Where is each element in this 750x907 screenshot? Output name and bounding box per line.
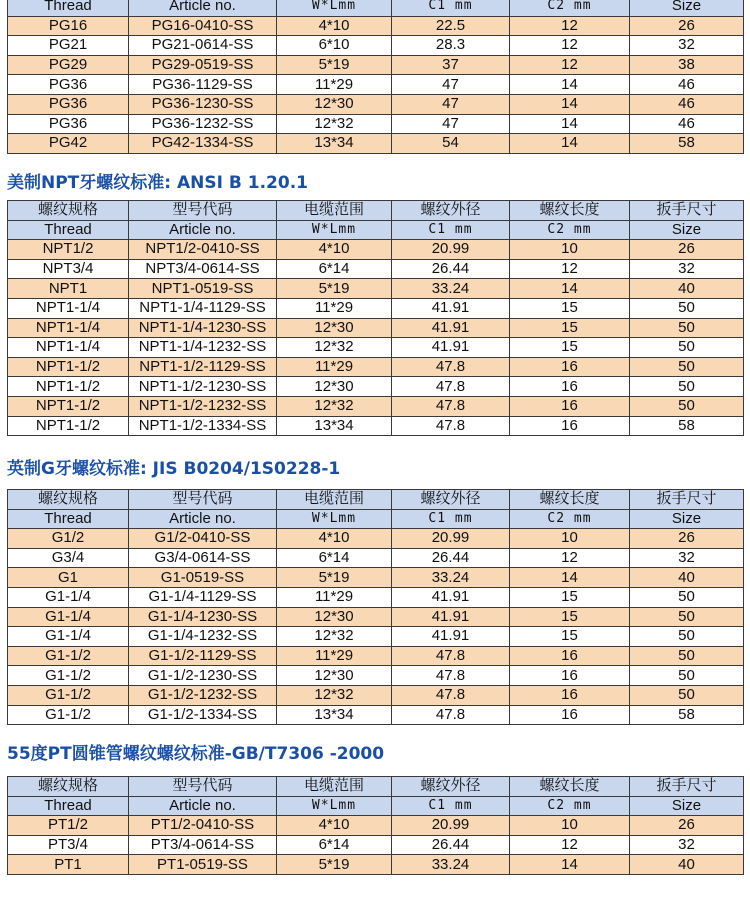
table-cell: Thread [8, 509, 129, 529]
table-cell: Article no. [129, 0, 277, 16]
table-cell: 6*14 [277, 835, 392, 855]
table-cell: PG16 [8, 16, 129, 36]
table-cell: 58 [630, 705, 744, 725]
table-cell: PT1/2-0410-SS [129, 816, 277, 836]
table-cell: 12*30 [277, 607, 392, 627]
table-cell: 32 [630, 548, 744, 568]
table-cell: 46 [630, 75, 744, 95]
table-cell: 10 [510, 529, 630, 549]
table-row [8, 548, 744, 568]
table-cell: 16 [510, 357, 630, 377]
table-cell: C2 mm [510, 509, 630, 529]
table-cell: 15 [510, 607, 630, 627]
table-cell: PG36-1129-SS [129, 75, 277, 95]
table-cell: NPT1-1/2-1334-SS [129, 416, 277, 436]
table-cell: 12 [510, 259, 630, 279]
table-row [8, 607, 744, 627]
table-row [8, 416, 744, 436]
table-cell: 13*34 [277, 134, 392, 154]
table-cell: Thread [8, 796, 129, 816]
table-cell: Article no. [129, 796, 277, 816]
table-cell: 22.5 [392, 16, 510, 36]
table-cell: C1 mm [392, 220, 510, 240]
table-cell: 12*32 [277, 396, 392, 416]
table-row [8, 835, 744, 855]
table-cell: W*Lmm [277, 509, 392, 529]
table-cell: NPT1-1/2-1232-SS [129, 396, 277, 416]
table-cell: 5*19 [277, 279, 392, 299]
table-cell: Size [630, 796, 744, 816]
table-cell: 50 [630, 318, 744, 338]
table-cell: 螺纹外径 [392, 201, 510, 221]
header-row-english [8, 0, 744, 16]
table-cell: G1-1/2 [8, 646, 129, 666]
table-cell: NPT1-1/4 [8, 338, 129, 358]
table-cell: 5*19 [277, 55, 392, 75]
table-cell: 螺纹规格 [8, 490, 129, 510]
table-cell: G1-1/4-1232-SS [129, 627, 277, 647]
table-cell: 10 [510, 240, 630, 260]
table-cell: G1 [8, 568, 129, 588]
table-cell: NPT1-1/2-1129-SS [129, 357, 277, 377]
table-cell: 12 [510, 835, 630, 855]
table-cell: 16 [510, 666, 630, 686]
table-row [8, 816, 744, 836]
table-cell: C2 mm [510, 0, 630, 16]
table-cell: G1-1/2 [8, 685, 129, 705]
table-cell: G1-1/4 [8, 607, 129, 627]
table-cell: 26.44 [392, 548, 510, 568]
table-cell: 50 [630, 587, 744, 607]
table-cell: Thread [8, 0, 129, 16]
table-cell: 16 [510, 377, 630, 397]
table-cell: 11*29 [277, 646, 392, 666]
table-cell: PG42-1334-SS [129, 134, 277, 154]
table-cell: 4*10 [277, 816, 392, 836]
table-cell: 电缆范围 [277, 201, 392, 221]
table-cell: 6*10 [277, 36, 392, 56]
table-cell: 41.91 [392, 587, 510, 607]
table-cell: 12*32 [277, 114, 392, 134]
table-cell: 50 [630, 338, 744, 358]
table-cell: W*Lmm [277, 0, 392, 16]
table-cell: 12 [510, 55, 630, 75]
g-section-title: 英制G牙螺纹标准: JIS B0204/1S0228-1 [7, 459, 341, 479]
table-cell: 扳手尺寸 [630, 201, 744, 221]
table-cell: PG21-0614-SS [129, 36, 277, 56]
table-cell: 47.8 [392, 646, 510, 666]
table-cell: 14 [510, 134, 630, 154]
table-cell: PT1-0519-SS [129, 855, 277, 875]
table-cell: 40 [630, 279, 744, 299]
table-cell: 12 [510, 16, 630, 36]
table-cell: NPT1-1/2 [8, 377, 129, 397]
table-cell: 16 [510, 416, 630, 436]
table-cell: 47.8 [392, 685, 510, 705]
table-cell: 型号代码 [129, 777, 277, 797]
table-cell: 螺纹规格 [8, 201, 129, 221]
npt-thread-table [7, 200, 744, 436]
table-cell: 12*30 [277, 377, 392, 397]
table-row [8, 587, 744, 607]
table-cell: 12*30 [277, 666, 392, 686]
table-cell: 47 [392, 75, 510, 95]
table-cell: 10 [510, 816, 630, 836]
table-cell: NPT3/4 [8, 259, 129, 279]
table-cell: 32 [630, 36, 744, 56]
table-cell: C2 mm [510, 220, 630, 240]
table-cell: 13*34 [277, 705, 392, 725]
table-cell: 50 [630, 666, 744, 686]
table-cell: 14 [510, 279, 630, 299]
table-cell: 33.24 [392, 279, 510, 299]
table-cell: G1-0519-SS [129, 568, 277, 588]
table-cell: 16 [510, 685, 630, 705]
table-cell: G1-1/4-1230-SS [129, 607, 277, 627]
table-cell: 50 [630, 607, 744, 627]
table-cell: NPT1-1/2-1230-SS [129, 377, 277, 397]
table-cell: Size [630, 220, 744, 240]
table-cell: G3/4-0614-SS [129, 548, 277, 568]
table-cell: 47.8 [392, 357, 510, 377]
table-cell: W*Lmm [277, 796, 392, 816]
table-cell: 12*30 [277, 318, 392, 338]
table-row [8, 36, 744, 56]
table-cell: 26 [630, 16, 744, 36]
table-cell: 33.24 [392, 568, 510, 588]
table-cell: NPT1-1/2 [8, 416, 129, 436]
pt-thread-table [7, 776, 744, 875]
header-row-chinese [8, 777, 744, 797]
table-cell: 螺纹长度 [510, 490, 630, 510]
table-cell: 电缆范围 [277, 777, 392, 797]
table-cell: 4*10 [277, 16, 392, 36]
table-row [8, 318, 744, 338]
table-cell: NPT1-1/2 [8, 396, 129, 416]
table-cell: C1 mm [392, 0, 510, 16]
table-cell: PG16-0410-SS [129, 16, 277, 36]
table-cell: 13*34 [277, 416, 392, 436]
table-row [8, 685, 744, 705]
table-cell: NPT1-1/4-1232-SS [129, 338, 277, 358]
table-cell: 4*10 [277, 240, 392, 260]
table-cell: 12*30 [277, 94, 392, 114]
table-cell: Size [630, 509, 744, 529]
table-cell: 6*14 [277, 548, 392, 568]
table-cell: 41.91 [392, 627, 510, 647]
table-cell: 螺纹长度 [510, 777, 630, 797]
table-cell: 47.8 [392, 666, 510, 686]
table-row [8, 646, 744, 666]
table-cell: 47.8 [392, 396, 510, 416]
table-cell: G1-1/2-1230-SS [129, 666, 277, 686]
table-cell: 15 [510, 587, 630, 607]
table-cell: 12*32 [277, 685, 392, 705]
table-cell: W*Lmm [277, 220, 392, 240]
table-cell: 螺纹外径 [392, 490, 510, 510]
table-row [8, 114, 744, 134]
table-cell: 26.44 [392, 259, 510, 279]
table-cell: 14 [510, 114, 630, 134]
table-cell: 15 [510, 627, 630, 647]
table-row [8, 396, 744, 416]
table-cell: 6*14 [277, 259, 392, 279]
table-cell: G1-1/4 [8, 587, 129, 607]
table-cell: 50 [630, 396, 744, 416]
table-cell: 扳手尺寸 [630, 490, 744, 510]
header-row-chinese [8, 201, 744, 221]
table-cell: 15 [510, 338, 630, 358]
table-cell: G1-1/2-1232-SS [129, 685, 277, 705]
table-cell: 26 [630, 816, 744, 836]
table-cell: G1-1/4-1129-SS [129, 587, 277, 607]
table-cell: 33.24 [392, 855, 510, 875]
table-cell: 50 [630, 627, 744, 647]
table-row [8, 55, 744, 75]
table-cell: NPT1-1/4 [8, 318, 129, 338]
table-row [8, 705, 744, 725]
table-cell: 32 [630, 259, 744, 279]
table-cell: NPT1-1/4-1129-SS [129, 298, 277, 318]
table-cell: C2 mm [510, 796, 630, 816]
table-cell: 15 [510, 318, 630, 338]
table-cell: PG36 [8, 114, 129, 134]
table-cell: 58 [630, 416, 744, 436]
table-cell: NPT1 [8, 279, 129, 299]
table-cell: 32 [630, 835, 744, 855]
table-row [8, 666, 744, 686]
npt-section-title: 美制NPT牙螺纹标准: ANSI B 1.20.1 [7, 173, 308, 193]
table-cell: NPT1/2 [8, 240, 129, 260]
table-cell: 16 [510, 396, 630, 416]
table-row [8, 279, 744, 299]
table-cell: NPT3/4-0614-SS [129, 259, 277, 279]
table-cell: 58 [630, 134, 744, 154]
table-cell: G1/2-0410-SS [129, 529, 277, 549]
table-cell: 41.91 [392, 338, 510, 358]
table-cell: NPT1-1/4-1230-SS [129, 318, 277, 338]
g-thread-table [7, 489, 744, 725]
table-cell: 14 [510, 94, 630, 114]
header-row-english [8, 220, 744, 240]
table-cell: 47.8 [392, 377, 510, 397]
table-cell: 50 [630, 646, 744, 666]
table-cell: 螺纹长度 [510, 201, 630, 221]
table-cell: 12 [510, 36, 630, 56]
pt-section-title: 55度PT圆锥管螺纹螺纹标准-GB/T7306 -2000 [7, 744, 385, 764]
table-cell: 47 [392, 94, 510, 114]
table-cell: 型号代码 [129, 201, 277, 221]
table-cell: PG21 [8, 36, 129, 56]
table-row [8, 568, 744, 588]
table-cell: 26 [630, 529, 744, 549]
table-row [8, 259, 744, 279]
table-cell: PG36 [8, 94, 129, 114]
table-cell: C1 mm [392, 796, 510, 816]
table-cell: 40 [630, 568, 744, 588]
table-cell: 41.91 [392, 298, 510, 318]
table-cell: PT1 [8, 855, 129, 875]
table-cell: PG29 [8, 55, 129, 75]
table-cell: 47.8 [392, 705, 510, 725]
table-cell: G1/2 [8, 529, 129, 549]
table-cell: 41.91 [392, 607, 510, 627]
pg-thread-table [7, 0, 744, 154]
table-cell: 型号代码 [129, 490, 277, 510]
table-cell: 50 [630, 298, 744, 318]
table-row [8, 855, 744, 875]
table-cell: PG36-1232-SS [129, 114, 277, 134]
table-cell: 41.91 [392, 318, 510, 338]
table-cell: PG29-0519-SS [129, 55, 277, 75]
table-cell: NPT1-0519-SS [129, 279, 277, 299]
table-cell: 50 [630, 377, 744, 397]
table-cell: 20.99 [392, 816, 510, 836]
table-cell: PT3/4 [8, 835, 129, 855]
table-cell: 37 [392, 55, 510, 75]
table-cell: NPT1-1/4 [8, 298, 129, 318]
table-cell: 28.3 [392, 36, 510, 56]
table-cell: NPT1-1/2 [8, 357, 129, 377]
table-cell: G1-1/2-1129-SS [129, 646, 277, 666]
table-cell: 扳手尺寸 [630, 777, 744, 797]
table-cell: 50 [630, 685, 744, 705]
table-cell: 14 [510, 568, 630, 588]
table-row [8, 240, 744, 260]
table-cell: 12*32 [277, 338, 392, 358]
table-cell: PG36 [8, 75, 129, 95]
table-cell: 54 [392, 134, 510, 154]
table-cell: G1-1/2-1334-SS [129, 705, 277, 725]
table-cell: 14 [510, 75, 630, 95]
table-row [8, 357, 744, 377]
table-cell: G1-1/2 [8, 705, 129, 725]
table-cell: 11*29 [277, 587, 392, 607]
table-cell: G1-1/2 [8, 666, 129, 686]
table-cell: G3/4 [8, 548, 129, 568]
table-row [8, 75, 744, 95]
table-cell: 16 [510, 705, 630, 725]
table-cell: 16 [510, 646, 630, 666]
table-cell: 20.99 [392, 529, 510, 549]
table-row [8, 94, 744, 114]
header-row-chinese [8, 490, 744, 510]
table-cell: Size [630, 0, 744, 16]
table-cell: 26 [630, 240, 744, 260]
table-cell: 40 [630, 855, 744, 875]
table-cell: NPT1/2-0410-SS [129, 240, 277, 260]
table-cell: 14 [510, 855, 630, 875]
header-row-english [8, 796, 744, 816]
table-row [8, 377, 744, 397]
table-cell: 螺纹外径 [392, 777, 510, 797]
table-cell: Article no. [129, 509, 277, 529]
table-cell: 46 [630, 114, 744, 134]
table-cell: PT3/4-0614-SS [129, 835, 277, 855]
table-cell: 38 [630, 55, 744, 75]
table-row [8, 134, 744, 154]
table-row [8, 338, 744, 358]
table-cell: PT1/2 [8, 816, 129, 836]
table-cell: 50 [630, 357, 744, 377]
table-cell: 4*10 [277, 529, 392, 549]
table-cell: 螺纹规格 [8, 777, 129, 797]
table-cell: G1-1/4 [8, 627, 129, 647]
table-cell: 11*29 [277, 298, 392, 318]
table-row [8, 627, 744, 647]
table-cell: 5*19 [277, 568, 392, 588]
table-cell: 11*29 [277, 357, 392, 377]
table-cell: PG36-1230-SS [129, 94, 277, 114]
table-cell: 26.44 [392, 835, 510, 855]
table-cell: 11*29 [277, 75, 392, 95]
table-cell: 12*32 [277, 627, 392, 647]
table-row [8, 298, 744, 318]
table-cell: 电缆范围 [277, 490, 392, 510]
table-cell: 12 [510, 548, 630, 568]
table-row [8, 529, 744, 549]
table-cell: 47.8 [392, 416, 510, 436]
table-cell: Article no. [129, 220, 277, 240]
table-row [8, 16, 744, 36]
table-cell: Thread [8, 220, 129, 240]
table-cell: 15 [510, 298, 630, 318]
table-cell: 47 [392, 114, 510, 134]
table-cell: 20.99 [392, 240, 510, 260]
table-cell: PG42 [8, 134, 129, 154]
table-cell: 5*19 [277, 855, 392, 875]
header-row-english [8, 509, 744, 529]
table-cell: 46 [630, 94, 744, 114]
table-cell: C1 mm [392, 509, 510, 529]
